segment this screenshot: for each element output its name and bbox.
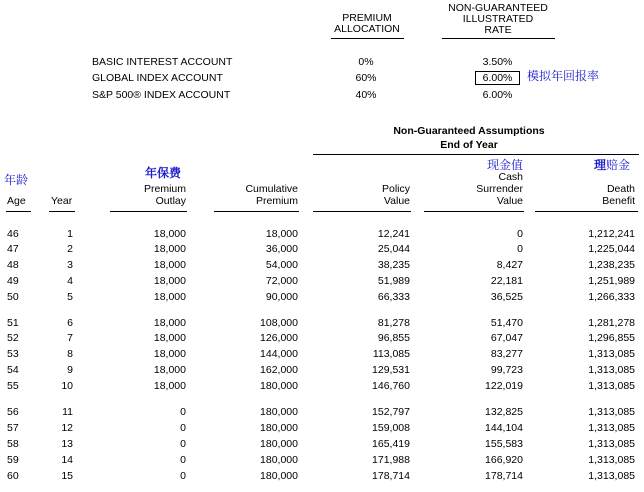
table-row	[0, 316, 644, 330]
cell-cash-surrender-value: 22,181	[490, 275, 523, 287]
col-year: Year	[51, 195, 73, 207]
account-allocation: 60%	[355, 72, 377, 84]
cell-year: 12	[61, 422, 73, 434]
col-cash-surrender-value-line2: Surrender	[476, 183, 523, 195]
cell-policy-value: 146,760	[372, 380, 410, 392]
cell-death-benefit: 1,313,085	[588, 422, 635, 434]
cell-year: 11	[62, 406, 73, 418]
cell-policy-value: 25,044	[377, 243, 410, 255]
cell-policy-value: 81,278	[377, 317, 410, 329]
table-row	[0, 405, 644, 419]
cell-death-benefit: 1,296,855	[588, 332, 635, 344]
cell-death-benefit: 1,313,085	[588, 380, 635, 392]
illustrated-rate-header	[436, 3, 560, 36]
cell-age: 51	[7, 317, 19, 329]
cell-policy-value: 129,531	[372, 364, 410, 376]
cell-premium-outlay: 0	[180, 438, 186, 450]
assumptions-heading-line1: Non-Guaranteed Assumptions	[393, 125, 545, 137]
cell-death-benefit: 1,225,044	[588, 243, 635, 255]
cell-premium-outlay: 18,000	[153, 364, 186, 376]
col-death-benefit-line1: Death	[606, 183, 635, 195]
cell-cash-surrender-value: 178,714	[485, 470, 523, 482]
cell-policy-value: 178,714	[372, 470, 410, 482]
account-allocation: 0%	[358, 56, 374, 68]
cell-death-benefit: 1,212,241	[588, 228, 635, 240]
cell-policy-value: 165,419	[372, 438, 410, 450]
cell-cash-surrender-value: 67,047	[490, 332, 523, 344]
cell-death-benefit: 1,313,085	[588, 406, 635, 418]
cell-death-benefit: 1,313,085	[588, 454, 635, 466]
cell-cash-surrender-value: 36,525	[490, 291, 523, 303]
cell-cash-surrender-value: 144,104	[485, 422, 523, 434]
account-rate-highlighted: 6.00%	[475, 71, 520, 85]
cell-policy-value: 38,235	[377, 259, 410, 271]
cell-policy-value: 96,855	[377, 332, 410, 344]
table-row	[0, 242, 644, 256]
cell-cumulative-premium: 162,000	[260, 364, 298, 376]
cell-year: 14	[61, 454, 73, 466]
cell-policy-value: 113,085	[372, 348, 410, 360]
assumptions-heading	[312, 124, 626, 152]
cell-cash-surrender-value: 8,427	[496, 259, 523, 271]
col-cash-surrender-value-line3: Value	[496, 195, 523, 207]
premium-allocation-header-line2: ALLOCATION	[334, 23, 400, 35]
cell-premium-outlay: 0	[180, 454, 186, 466]
account-rate: 6.00%	[482, 89, 513, 101]
cell-death-benefit: 1,266,333	[588, 291, 635, 303]
col-cumulative-premium-line2: Premium	[255, 195, 298, 207]
death-cn-label	[594, 156, 630, 173]
cell-cumulative-premium: 180,000	[260, 406, 298, 418]
cell-age: 56	[7, 406, 19, 418]
account-name: BASIC INTEREST ACCOUNT	[92, 56, 233, 68]
illustrated-rate-header-line2: ILLUSTRATED	[462, 13, 534, 25]
underline-cash	[424, 211, 524, 212]
cell-death-benefit: 1,313,085	[588, 364, 635, 376]
cell-age: 48	[7, 259, 19, 271]
cell-cash-surrender-value: 155,583	[485, 438, 523, 450]
table-row	[0, 379, 644, 393]
cell-cumulative-premium: 54,000	[265, 259, 298, 271]
cell-cash-surrender-value: 99,723	[490, 364, 523, 376]
col-policy-value-line2: Value	[383, 195, 410, 207]
table-row	[0, 421, 644, 435]
cell-cash-surrender-value: 122,019	[485, 380, 523, 392]
death-cn-label-rest: 赔金	[606, 158, 631, 172]
cell-cash-surrender-value: 83,277	[490, 348, 523, 360]
cell-year: 10	[61, 380, 73, 392]
col-premium-outlay-line1: Premium	[143, 183, 186, 195]
underline-year	[49, 211, 75, 212]
cell-policy-value: 152,797	[372, 406, 410, 418]
col-cash-surrender-value	[460, 171, 523, 207]
cell-cumulative-premium: 72,000	[265, 275, 298, 287]
cell-premium-outlay: 18,000	[153, 291, 186, 303]
cell-cumulative-premium: 180,000	[260, 470, 298, 482]
cell-death-benefit: 1,313,085	[588, 470, 635, 482]
cell-cash-surrender-value: 51,470	[490, 317, 523, 329]
table-row	[0, 331, 644, 345]
cell-policy-value: 159,008	[372, 422, 410, 434]
cell-death-benefit: 1,281,278	[588, 317, 635, 329]
cell-year: 2	[67, 243, 73, 255]
col-death-benefit-line2: Benefit	[602, 195, 635, 207]
cell-policy-value: 171,988	[372, 454, 410, 466]
cell-age: 52	[7, 332, 19, 344]
table-row	[0, 274, 644, 288]
cell-year: 5	[67, 291, 73, 303]
cell-cumulative-premium: 180,000	[260, 438, 298, 450]
table-row	[0, 363, 644, 377]
col-cumulative-premium-line1: Cumulative	[245, 183, 298, 195]
table-row	[0, 347, 644, 361]
premium-allocation-header-line1: PREMIUM	[342, 12, 392, 24]
cell-cumulative-premium: 108,000	[260, 317, 298, 329]
table-row	[0, 290, 644, 304]
cell-premium-outlay: 18,000	[153, 243, 186, 255]
account-name: S&P 500® INDEX ACCOUNT	[92, 89, 231, 101]
age-cn-label: 年龄	[4, 173, 29, 187]
cell-cash-surrender-value: 0	[517, 228, 523, 240]
cell-age: 58	[7, 438, 19, 450]
cell-age: 46	[7, 228, 19, 240]
cell-cash-surrender-value: 0	[517, 243, 523, 255]
cell-age: 59	[7, 454, 19, 466]
illustrated-rate-underline	[442, 38, 555, 39]
cell-death-benefit: 1,238,235	[588, 259, 635, 271]
table-row	[0, 469, 644, 483]
cell-year: 6	[67, 317, 73, 329]
col-cash-surrender-value-line1: Cash	[498, 171, 523, 183]
cell-premium-outlay: 18,000	[153, 275, 186, 287]
table-row	[0, 437, 644, 451]
account-allocation: 40%	[355, 89, 377, 101]
cell-cumulative-premium: 144,000	[260, 348, 298, 360]
underline-premium	[110, 211, 187, 212]
col-policy-value-line1: Policy	[381, 183, 410, 195]
cell-cumulative-premium: 126,000	[260, 332, 298, 344]
table-row	[0, 227, 644, 241]
cell-premium-outlay: 0	[180, 470, 186, 482]
table-row	[0, 258, 644, 272]
cell-policy-value: 12,241	[377, 228, 410, 240]
cell-premium-outlay: 18,000	[153, 348, 186, 360]
cell-year: 3	[67, 259, 73, 271]
cell-premium-outlay: 18,000	[153, 228, 186, 240]
cell-age: 55	[7, 380, 19, 392]
cell-age: 54	[7, 364, 19, 376]
col-cumulative-premium	[220, 183, 298, 207]
cell-year: 8	[67, 348, 73, 360]
cell-death-benefit: 1,313,085	[588, 348, 635, 360]
table-row	[0, 453, 644, 467]
cell-death-benefit: 1,313,085	[588, 438, 635, 450]
rate-note-cn: 模拟年回报率	[527, 69, 600, 83]
underline-cumulative	[214, 211, 299, 212]
cell-cumulative-premium: 180,000	[260, 380, 298, 392]
cell-premium-outlay: 18,000	[153, 259, 186, 271]
cell-age: 50	[7, 291, 19, 303]
cell-age: 60	[7, 470, 19, 482]
illustrated-rate-header-line3: RATE	[484, 24, 512, 36]
assumptions-heading-line2: End of Year	[440, 139, 498, 151]
cell-age: 49	[7, 275, 19, 287]
cash-cn-label: 现金值	[487, 158, 524, 172]
cell-cumulative-premium: 36,000	[265, 243, 298, 255]
col-death-benefit	[570, 183, 635, 207]
col-premium-outlay-line2: Outlay	[155, 195, 186, 207]
illustrated-rate-header-line1: NON-GUARANTEED	[448, 2, 548, 14]
cell-premium-outlay: 0	[180, 422, 186, 434]
death-cn-label-bold: 理	[594, 158, 607, 172]
cell-policy-value: 51,989	[377, 275, 410, 287]
premium-cn-label: 年保费	[145, 166, 182, 180]
assumptions-underline	[313, 154, 639, 155]
cell-premium-outlay: 18,000	[153, 380, 186, 392]
cell-year: 4	[67, 275, 73, 287]
cell-year: 7	[67, 332, 73, 344]
cell-policy-value: 66,333	[377, 291, 410, 303]
cell-cumulative-premium: 180,000	[260, 454, 298, 466]
cell-cumulative-premium: 90,000	[265, 291, 298, 303]
cell-premium-outlay: 0	[180, 406, 186, 418]
col-premium-outlay	[120, 183, 186, 207]
cell-death-benefit: 1,251,989	[588, 275, 635, 287]
cell-year: 9	[67, 364, 73, 376]
cell-age: 53	[7, 348, 19, 360]
cell-age: 47	[7, 243, 19, 255]
underline-death	[535, 211, 638, 212]
underline-policy	[313, 211, 411, 212]
col-age: Age	[7, 195, 26, 207]
cell-premium-outlay: 18,000	[153, 317, 186, 329]
cell-year: 1	[67, 228, 73, 240]
cell-cash-surrender-value: 166,920	[485, 454, 523, 466]
account-rate: 3.50%	[482, 56, 513, 68]
cell-cumulative-premium: 18,000	[265, 228, 298, 240]
cell-age: 57	[7, 422, 19, 434]
cell-year: 13	[61, 438, 73, 450]
cell-year: 15	[61, 470, 73, 482]
cell-cumulative-premium: 180,000	[260, 422, 298, 434]
cell-cash-surrender-value: 132,825	[485, 406, 523, 418]
premium-allocation-underline	[331, 38, 404, 39]
account-name: GLOBAL INDEX ACCOUNT	[92, 72, 223, 84]
underline-age	[6, 211, 31, 212]
cell-premium-outlay: 18,000	[153, 332, 186, 344]
premium-allocation-header	[330, 13, 404, 35]
col-policy-value	[350, 183, 410, 207]
